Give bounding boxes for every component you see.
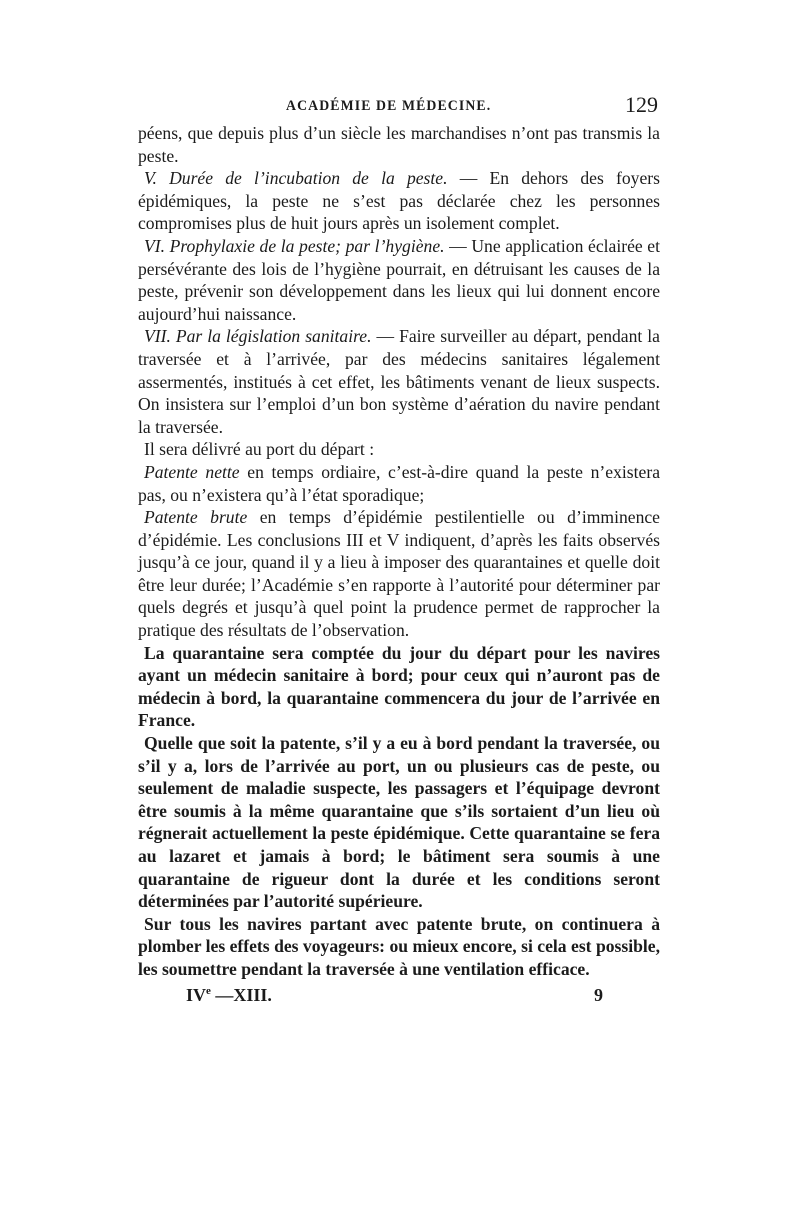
signature-superscript: e xyxy=(206,984,211,997)
paragraph-prophylaxie xyxy=(138,235,660,325)
paragraph-legislation xyxy=(138,325,660,438)
paragraph-text: Il sera délivré au port du départ : xyxy=(144,439,375,460)
paragraph-patente-nette xyxy=(138,461,660,506)
paragraph-delivre xyxy=(138,438,660,461)
book-page xyxy=(138,92,660,1011)
sheet-number: 9 xyxy=(594,984,603,1005)
signature-mark xyxy=(186,985,272,1006)
paragraph-text: Quelle que soit la patente, s’il y a eu à bord pendant la traversée, ou s’il y a, lors de l’arrivée au port, un ou plusieurs cas de peste, ou seulement de maladie suspecte, les passagers et l’équipage devront être soumis à la même quarantaine que s’ils sortaient d’un lieu où régnerait actuellement la peste épidémique. Cette quarantaine se fera au lazaret et jamais à bord; le bâtiment sera soumis à une quarantaine de rigueur dont la durée et les conditions seront déterminées par l’autorité supérieure. xyxy=(138,733,660,912)
paragraph-text: péens, que depuis plus d’un siècle les marchandises n’ont pas transmis la peste. xyxy=(138,123,660,166)
paragraph-heading: VI. Prophylaxie de la peste; par l’hygiène. xyxy=(144,235,445,256)
paragraph-incubation xyxy=(138,167,660,235)
paragraph-heading: Patente nette xyxy=(144,461,240,482)
paragraph-heading: V. Durée de l’incubation de la peste. xyxy=(144,168,448,189)
paragraph-text: en temps ordiaire, c’est-à-dire quand la peste n’existera pas, ou n’existera qu’à l’état sporadique; xyxy=(138,461,660,505)
paragraph-text: en temps d’épidémie pestilentielle ou d’imminence d’épidémie. Les conclusions III et V indiquent, d’après les faits observés jusqu’à ce jour, quand il y a lieu à imposer des quarantaines et quelle doit être leur durée; l’Académie s’en rapporte à l’autorité pour déterminer par quels degrés et jusqu’à quel point la prudence permet de rapprocher la pratique des résultats de l’observation. xyxy=(138,507,660,641)
paragraph-text: — Une application éclairée et persévérante des lois de l’hygiène pourrait, en détruisant les causes de la peste, prévenir son développement dans les lieux qui lui donnent encore aujourd’hui naissance. xyxy=(138,235,660,324)
paragraph-navires-patente-brute xyxy=(138,913,660,981)
paragraph-heading: VII. Par la législation sanitaire. xyxy=(144,326,372,347)
paragraph-text: La quarantaine sera comptée du jour du départ pour les navires ayant un médecin sanitaire à bord; pour ceux qui n’auront pas de médecin à bord, la quarantaine commencera du jour de l’arrivée en France. xyxy=(138,642,660,731)
paragraph-text: — En dehors des foyers épidémiques, la peste ne s’est pas déclarée chez les personnes compromises plus de huit jours après un isolement complet. xyxy=(138,168,660,234)
paragraph-patente-brute xyxy=(138,506,660,642)
paragraph-heading: Patente brute xyxy=(144,507,248,528)
signature-main: IV xyxy=(186,984,207,1005)
paragraph-continuation xyxy=(138,122,660,167)
page-footer xyxy=(138,985,660,1011)
page-number: 129 xyxy=(625,92,658,117)
paragraph-text: — Faire surveiller au départ, pendant la traversée et à l’arrivée, par des médecins sanitaires légalement assermentés, institués à cet effet, les bâtiments venant de lieux suspects. On insistera sur l’emploi d’un bon système d’aération du navire pendant la traversée. xyxy=(138,326,660,437)
running-head xyxy=(138,92,660,122)
body-text xyxy=(138,122,660,981)
paragraph-text: Sur tous les navires partant avec patente brute, on continuera à plomber les effets des voyageurs: ou mieux encore, si cela est possible, les soumettre pendant la traversée à une ventilation efficace. xyxy=(138,913,660,979)
paragraph-quelle-que-soit xyxy=(138,732,660,913)
paragraph-quarantaine-comptee xyxy=(138,642,660,732)
running-title: ACADÉMIE DE MÉDECINE. xyxy=(286,98,492,114)
signature-rest: —XIII. xyxy=(210,984,272,1005)
